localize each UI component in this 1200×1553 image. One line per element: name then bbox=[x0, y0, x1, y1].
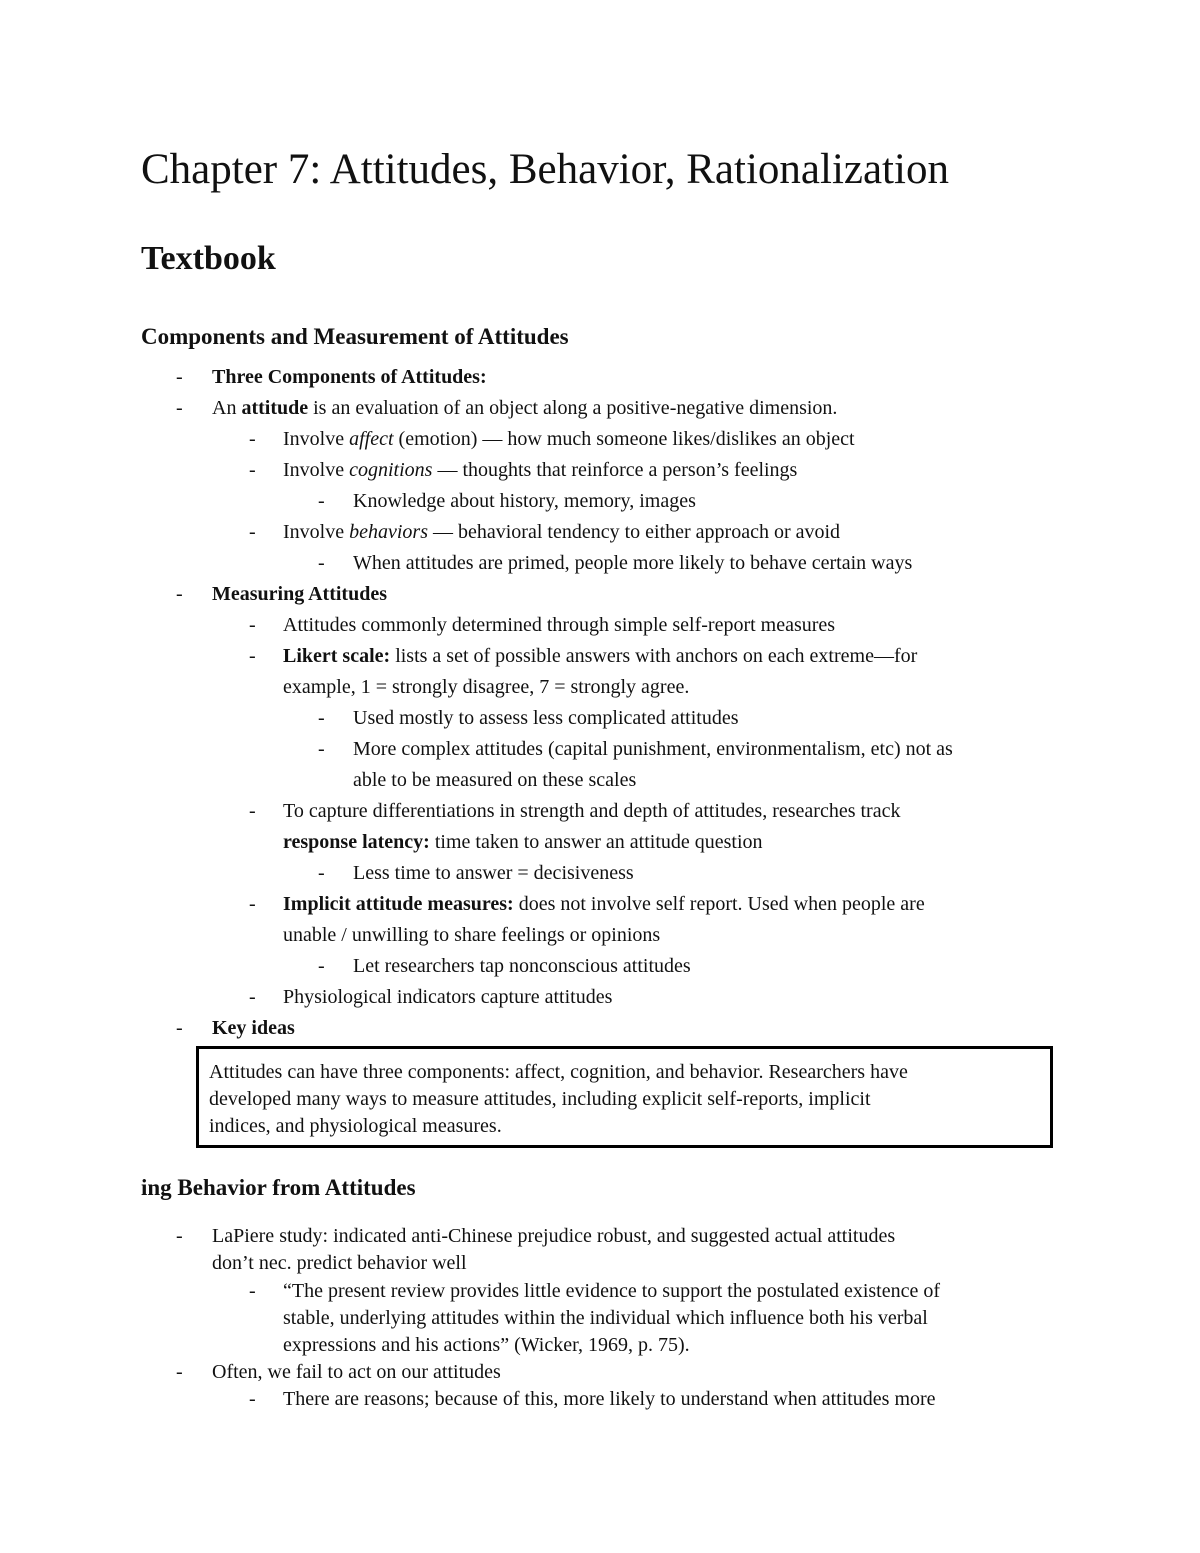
bullet-dash: - bbox=[318, 738, 325, 760]
text-run: lists a set of possible answers with anchors on each extreme—for bbox=[395, 645, 918, 667]
bullet-dash: - bbox=[249, 459, 256, 481]
text-run: — thoughts that reinforce a person’s feelings bbox=[437, 459, 798, 481]
term-behaviors: behaviors bbox=[349, 521, 428, 543]
subsection-heading-behavior: ing Behavior from Attitudes bbox=[141, 1175, 416, 1200]
bullet-dash: - bbox=[176, 583, 183, 605]
bullet-dash: - bbox=[176, 1017, 183, 1039]
key-ideas-text-line: indices, and physiological measures. bbox=[209, 1115, 502, 1137]
list-item-quote-cont: stable, underlying attitudes within the individual which influence both his verbal bbox=[283, 1307, 928, 1329]
key-ideas-text-line: developed many ways to measure attitudes, including explicit self-reports, implicit bbox=[209, 1088, 871, 1110]
term-response-latency: response latency: bbox=[283, 831, 430, 853]
text-run: time taken to answer an attitude question bbox=[434, 831, 763, 853]
list-item-behaviors bbox=[283, 517, 840, 548]
text-run: An bbox=[212, 397, 237, 419]
list-item-self-report: Attitudes commonly determined through simple self-report measures bbox=[283, 614, 836, 636]
bullet-dash: - bbox=[249, 800, 256, 822]
bullet-dash: - bbox=[318, 955, 325, 977]
text-run: — behavioral tendency to either approach or avoid bbox=[432, 521, 841, 543]
text-run: Involve bbox=[283, 521, 345, 543]
list-item-key-ideas: Key ideas bbox=[212, 1017, 295, 1039]
bullet-dash: - bbox=[176, 397, 183, 419]
bullet-dash: - bbox=[249, 428, 256, 450]
list-item-latency-cont bbox=[283, 827, 763, 858]
list-item-likert-sub2: More complex attitudes (capital punishment, environmentalism, etc) not as bbox=[353, 738, 953, 760]
list-item-latency: To capture differentiations in strength and depth of attitudes, researches track bbox=[283, 800, 901, 822]
list-item-implicit-cont: unable / unwilling to share feelings or opinions bbox=[283, 924, 661, 946]
subsection-heading-components: Components and Measurement of Attitudes bbox=[141, 324, 569, 349]
text-run: Involve bbox=[283, 428, 345, 450]
bullet-dash: - bbox=[318, 862, 325, 884]
key-ideas-text-line: Attitudes can have three components: affect, cognition, and behavior. Researchers have bbox=[209, 1061, 908, 1083]
term-likert: Likert scale: bbox=[283, 645, 391, 667]
text-run: is an evaluation of an object along a positive-negative dimension. bbox=[313, 397, 838, 419]
section-heading: Textbook bbox=[141, 240, 276, 277]
text-run: (emotion) — how much someone likes/dislikes an object bbox=[398, 428, 855, 450]
bullet-dash: - bbox=[249, 614, 256, 636]
list-item-primed: When attitudes are primed, people more likely to behave certain ways bbox=[353, 552, 913, 574]
list-item-likert-sub1: Used mostly to assess less complicated attitudes bbox=[353, 707, 739, 729]
bullet-dash: - bbox=[249, 645, 256, 667]
list-item-three-components: Three Components of Attitudes: bbox=[212, 366, 487, 388]
term-cognitions: cognitions bbox=[349, 459, 433, 481]
list-item-likert-sub2-cont: able to be measured on these scales bbox=[353, 769, 637, 791]
text-run: Involve bbox=[283, 459, 345, 481]
bullet-dash: - bbox=[176, 366, 183, 388]
list-item-implicit-sub: Let researchers tap nonconscious attitudes bbox=[353, 955, 691, 977]
bullet-dash: - bbox=[249, 521, 256, 543]
list-item-latency-sub: Less time to answer = decisiveness bbox=[353, 862, 634, 884]
list-item-knowledge: Knowledge about history, memory, images bbox=[353, 490, 696, 512]
bullet-dash: - bbox=[318, 552, 325, 574]
term-implicit: Implicit attitude measures: bbox=[283, 893, 514, 915]
term-affect: affect bbox=[349, 428, 394, 450]
bullet-dash: - bbox=[318, 490, 325, 512]
bullet-dash: - bbox=[176, 1225, 183, 1247]
page-title: Chapter 7: Attitudes, Behavior, Rationalization bbox=[141, 146, 949, 193]
list-item-measuring: Measuring Attitudes bbox=[212, 583, 387, 605]
text-run: does not involve self report. Used when people are bbox=[518, 893, 925, 915]
list-item-likert-cont: example, 1 = strongly disagree, 7 = strongly agree. bbox=[283, 676, 690, 698]
bullet-dash: - bbox=[176, 1361, 183, 1383]
list-item-cognitions bbox=[283, 455, 797, 486]
list-item-affect bbox=[283, 424, 855, 455]
list-item-implicit bbox=[283, 889, 925, 920]
list-item-likert bbox=[283, 641, 917, 672]
bullet-dash: - bbox=[249, 1280, 256, 1302]
list-item-fail-to-act: Often, we fail to act on our attitudes bbox=[212, 1361, 501, 1383]
bullet-dash: - bbox=[249, 986, 256, 1008]
bullet-dash: - bbox=[249, 893, 256, 915]
list-item-physio: Physiological indicators capture attitudes bbox=[283, 986, 613, 1008]
list-item-lapiere: LaPiere study: indicated anti-Chinese prejudice robust, and suggested actual attitudes bbox=[212, 1225, 896, 1247]
term-attitude: attitude bbox=[241, 397, 309, 419]
list-item-quote-cont: expressions and his actions” (Wicker, 1969, p. 75). bbox=[283, 1334, 690, 1356]
list-item-lapiere-cont: don’t nec. predict behavior well bbox=[212, 1252, 467, 1274]
list-item-reasons: There are reasons; because of this, more likely to understand when attitudes more bbox=[283, 1388, 936, 1410]
bullet-dash: - bbox=[318, 707, 325, 729]
list-item-quote: “The present review provides little evidence to support the postulated existence of bbox=[283, 1280, 941, 1302]
bullet-dash: - bbox=[249, 1388, 256, 1410]
list-item-attitude-definition bbox=[212, 393, 837, 424]
